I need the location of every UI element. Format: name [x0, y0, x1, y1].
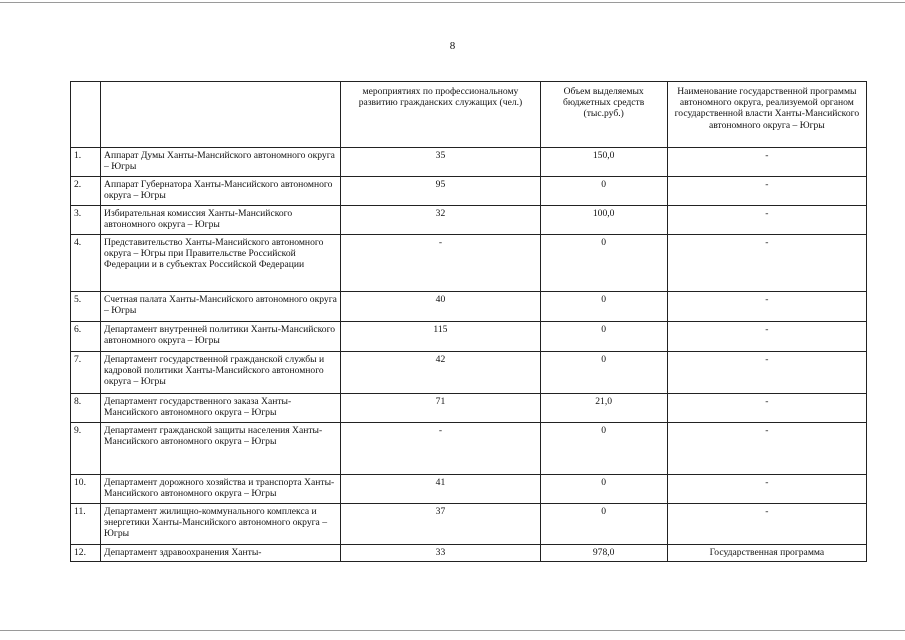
row-program: - [667, 394, 866, 423]
row-sum: 21,0 [540, 394, 667, 423]
table-row [71, 352, 867, 394]
row-program: - [667, 504, 866, 545]
row-name: Департамент здравоохранения Ханты- [101, 545, 341, 562]
row-program: - [667, 423, 866, 475]
row-name: Счетная палата Ханты-Мансийского автономного округа – Югры [101, 292, 341, 322]
row-count: 95 [341, 177, 540, 206]
row-program: - [667, 322, 866, 352]
table-row [71, 235, 867, 292]
row-number: 4. [71, 235, 101, 292]
row-count: 35 [341, 148, 540, 177]
row-sum: 0 [540, 235, 667, 292]
row-count: - [341, 235, 540, 292]
row-sum: 0 [540, 322, 667, 352]
row-sum: 150,0 [540, 148, 667, 177]
row-number: 11. [71, 504, 101, 545]
table-row [71, 504, 867, 545]
row-name: Избирательная комиссия Ханты-Мансийского автономного округа – Югры [101, 206, 341, 235]
row-sum: 0 [540, 352, 667, 394]
header-count: мероприятиях по профессиональному развитию гражданских служащих (чел.) [341, 82, 540, 148]
row-sum: 0 [540, 177, 667, 206]
row-sum: 978,0 [540, 545, 667, 562]
row-name: Департамент жилищно-коммунального комплекса и энергетики Ханты-Мансийского автономного округа – Югры [101, 504, 341, 545]
scan-edge-top [0, 2, 905, 3]
row-count: 42 [341, 352, 540, 394]
row-program: - [667, 235, 866, 292]
row-number: 10. [71, 475, 101, 504]
row-sum: 0 [540, 475, 667, 504]
table-row [71, 148, 867, 177]
row-count: 40 [341, 292, 540, 322]
row-name: Департамент государственной гражданской службы и кадровой политики Ханты-Мансийского автономного округа – Югры [101, 352, 341, 394]
header-sum: Объем выделяемых бюджетных средств (тыс.руб.) [540, 82, 667, 148]
row-name: Департамент гражданской защиты населения Ханты-Мансийского автономного округа – Югры [101, 423, 341, 475]
row-name: Департамент государственного заказа Ханты-Мансийского автономного округа – Югры [101, 394, 341, 423]
row-name: Представительство Ханты-Мансийского автономного округа – Югры при Правительстве Российской Федерации и в субъектах Российской Федерации [101, 235, 341, 292]
row-number: 1. [71, 148, 101, 177]
row-program: - [667, 292, 866, 322]
row-count: 71 [341, 394, 540, 423]
row-program: - [667, 177, 866, 206]
row-program: - [667, 475, 866, 504]
scan-edge-bottom [0, 630, 905, 631]
row-program: - [667, 206, 866, 235]
row-program: - [667, 352, 866, 394]
row-count: 115 [341, 322, 540, 352]
header-name [101, 82, 341, 148]
header-program: Наименование государственной программы автономного округа, реализуемой органом государственной власти Ханты-Мансийского автономного округа – Югры [667, 82, 866, 148]
table-row [71, 206, 867, 235]
row-count: 33 [341, 545, 540, 562]
row-number: 3. [71, 206, 101, 235]
row-number: 7. [71, 352, 101, 394]
row-number: 5. [71, 292, 101, 322]
row-program: Государственная программа [667, 545, 866, 562]
row-count: 41 [341, 475, 540, 504]
row-name: Аппарат Губернатора Ханты-Мансийского автономного округа – Югры [101, 177, 341, 206]
row-count: 32 [341, 206, 540, 235]
staff-training-table [70, 81, 867, 562]
row-name: Аппарат Думы Ханты-Мансийского автономного округа – Югры [101, 148, 341, 177]
table-row [71, 394, 867, 423]
row-sum: 100,0 [540, 206, 667, 235]
row-name: Департамент дорожного хозяйства и транспорта Ханты-Мансийского автономного округа – Югры [101, 475, 341, 504]
row-number: 12. [71, 545, 101, 562]
table-row [71, 423, 867, 475]
row-number: 2. [71, 177, 101, 206]
table-header-row [71, 82, 867, 148]
table-row [71, 475, 867, 504]
row-sum: 0 [540, 504, 667, 545]
row-number: 9. [71, 423, 101, 475]
header-number [71, 82, 101, 148]
row-count: - [341, 423, 540, 475]
table-row [71, 322, 867, 352]
row-name: Департамент внутренней политики Ханты-Мансийского автономного округа – Югры [101, 322, 341, 352]
row-count: 37 [341, 504, 540, 545]
table-row [71, 545, 867, 562]
table-row [71, 177, 867, 206]
row-number: 8. [71, 394, 101, 423]
row-number: 6. [71, 322, 101, 352]
table-row [71, 292, 867, 322]
row-sum: 0 [540, 423, 667, 475]
row-program: - [667, 148, 866, 177]
page-number: 8 [449, 40, 456, 52]
row-sum: 0 [540, 292, 667, 322]
